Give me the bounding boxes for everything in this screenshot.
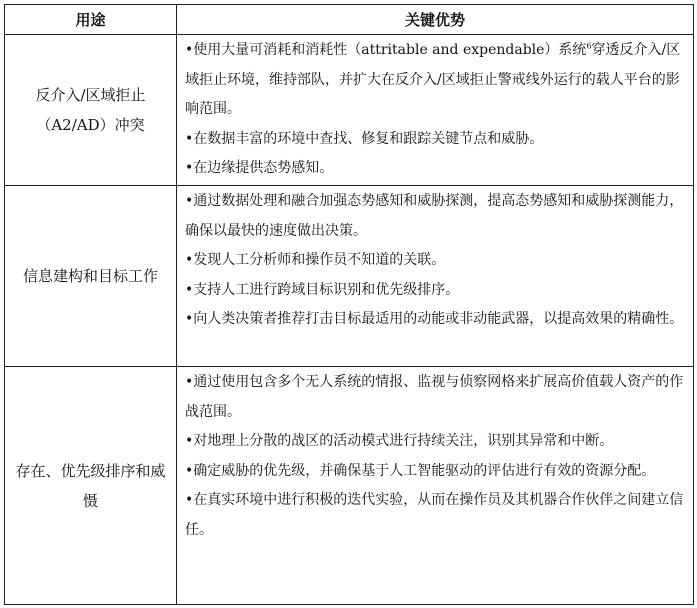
- table-row: [5, 367, 694, 605]
- advantages-cell-info-targeting: [177, 186, 694, 367]
- item-text-continued: 穿透反介入/区域拒止环境，维持部队，并扩大在反介入/区域拒止警戒线外运行的载人平台的影响范围。: [185, 42, 681, 117]
- item-text: 在真实环境中进行积极的迭代实验，从而在操作员及其机器合作伙伴之间建立信任。: [185, 492, 684, 538]
- list-item: [185, 368, 685, 427]
- table-header-row: [5, 5, 694, 35]
- bullet-icon: •: [185, 311, 194, 327]
- list-item: [185, 457, 685, 487]
- list-item: [185, 246, 685, 276]
- item-text: 通过使用包含多个无人系统的情报、监视与侦察网格来扩展高价值载人资产的作战范围。: [185, 374, 684, 420]
- bullet-icon: •: [185, 42, 194, 58]
- bullet-icon: •: [185, 492, 194, 508]
- bullet-icon: •: [185, 281, 194, 298]
- use-label: 反介入/区域拒止（A2/AD）冲突: [35, 86, 146, 134]
- item-text: 使用大量可消耗和消耗性（attritable and expendable）系统: [193, 42, 587, 58]
- use-cell-a2ad: [5, 35, 177, 186]
- item-text: 发现人工分析师和操作员不知道的关联。: [193, 252, 446, 268]
- table-row: [5, 35, 694, 186]
- advantages-cell-a2ad: [177, 35, 694, 186]
- use-label: 存在、优先级排序和威慑: [15, 461, 166, 510]
- bullet-icon: •: [185, 433, 194, 449]
- list-item: [185, 305, 685, 335]
- header-key-advantages: 关键优势: [177, 5, 694, 35]
- bullet-icon: •: [185, 462, 194, 479]
- bullet-icon: •: [185, 252, 194, 268]
- item-text: 对地理上分散的战区的活动模式进行持续关注，识别其异常和中断。: [193, 433, 614, 449]
- list-item: [185, 187, 685, 246]
- list-item: [185, 154, 685, 184]
- footnote-ref: 6: [586, 41, 592, 51]
- item-text: 确定威胁的优先级，并确保基于人工智能驱动的评估进行有效的资源分配。: [193, 462, 656, 479]
- item-text: 通过数据处理和融合加强态势感知和威胁探测，提高态势感知和威胁探测能力，确保以最快的速度做出决策。: [185, 193, 684, 239]
- list-item: [185, 486, 685, 545]
- list-item: [185, 276, 685, 306]
- header-use: 用途: [5, 5, 177, 35]
- item-text: 在数据丰富的环境中查找、修复和跟踪关键节点和威胁。: [193, 130, 544, 147]
- bullet-icon: •: [185, 130, 194, 147]
- use-cell-info-targeting: [5, 186, 177, 367]
- use-label: 信息建构和目标工作: [22, 267, 158, 285]
- bullet-icon: •: [185, 160, 194, 176]
- advantages-table: [4, 4, 694, 605]
- advantages-cell-presence-deterrence: [177, 367, 694, 605]
- bullet-icon: •: [185, 374, 194, 390]
- item-text: 支持人工进行跨域目标识别和优先级排序。: [193, 281, 460, 298]
- use-cell-presence-deterrence: [5, 367, 177, 605]
- item-text: 向人类决策者推荐打击目标最适用的动能或非动能武器，以提高效果的精确性。: [193, 311, 684, 327]
- table-row: [5, 186, 694, 367]
- list-item: [185, 125, 685, 155]
- list-item: [185, 427, 685, 457]
- bullet-icon: •: [185, 193, 194, 209]
- list-item: [185, 36, 685, 125]
- item-text: 在边缘提供态势感知。: [193, 160, 334, 176]
